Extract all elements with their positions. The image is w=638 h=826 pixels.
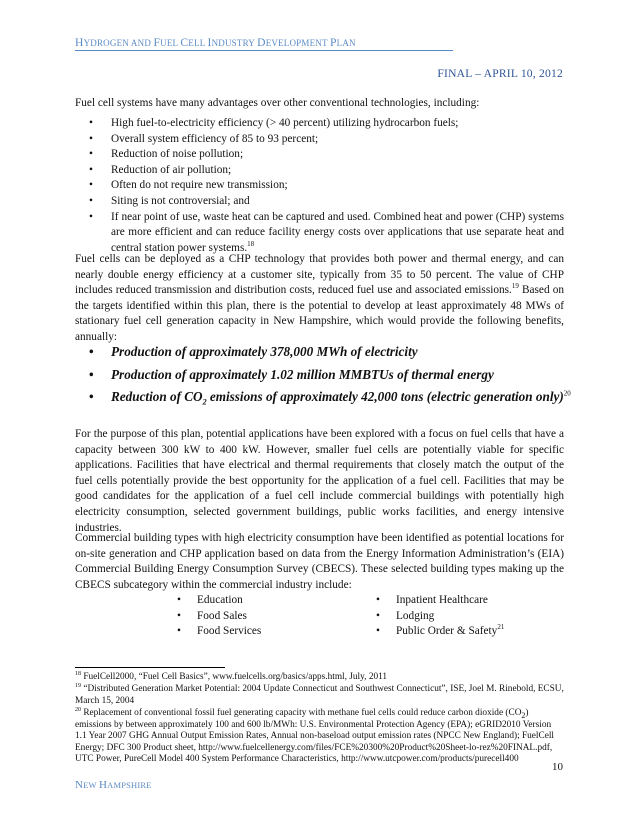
list-item: • Reduction of noise pollution; bbox=[75, 147, 564, 163]
list-item: • Lodging bbox=[376, 609, 504, 625]
list-item: • Reduction of $CO_2$ emissions of approximately 42,000 tons (electric generation only)$^{20}$ bbox=[75, 386, 564, 409]
bullet-icon: • bbox=[177, 625, 181, 638]
bullet-icon: • bbox=[376, 609, 380, 622]
page-number: 10 bbox=[552, 761, 563, 773]
advantages-list bbox=[75, 116, 564, 256]
list-item: • Food Sales bbox=[177, 609, 261, 625]
list-item: • Education bbox=[177, 593, 261, 609]
bullet-icon: • bbox=[376, 625, 380, 638]
chp-paragraph: Fuel cells can be deployed as a CHP technology that provides both power and thermal energy, and can nearly double energy efficiency at a customer site, typically from 35 to 50 percent. The value of CHP includes reduced transmission and distribution costs, reduced fuel use and associated emissions.$^{19}$ Based on the targets identified within this plan, there is the potential to develop at least approximately 48 MWs of stationary fuel cell generation capacity in New Hampshire, which would provide the following benefits, annually: bbox=[75, 253, 564, 343]
list-item: • Siting is not controversial; and bbox=[75, 194, 564, 210]
bullet-icon: • bbox=[376, 594, 380, 606]
list-item: • Production of approximately 378,000 MWh of electricity bbox=[75, 341, 564, 364]
intro-paragraph: Fuel cell systems have many advantages over other conventional technologies, including: bbox=[75, 97, 480, 109]
footnote-divider bbox=[75, 667, 225, 668]
list-item: • If near point of use, waste heat can be captured and used. Combined heat and power (CHP) systems are more efficient and can reduce facility energy costs over applications that use separate heat and central station power systems.$^{18}$ bbox=[89, 210, 564, 254]
bullet-icon: • bbox=[177, 609, 181, 622]
bullet-icon: • bbox=[89, 179, 93, 192]
bullet-icon: • bbox=[89, 366, 94, 382]
footnote-19: $^{19}$ “Distributed Generation Market Potential: 2004 Update Connecticut and Southwest Connecticut”, ISE, Joel M. Rinebold, ECSU, March 15, 2004 bbox=[75, 682, 564, 706]
purpose-paragraph: For the purpose of this plan, potential applications have been explored with a focus on fuel cells that have a capacity between 300 kW to 400 kW. However, smaller fuel cells are potentially viable for specific applications. Facilities that have electrical and thermal requirements that closely match the output of the fuel cells potentially provide the best opportunity for the application of a fuel cell. Facilities that may be good candidates for the application of a fuel cell include commercial buildings with potentially high electricity consumption, selected government buildings, public works facilities, and energy intensive industries. bbox=[75, 428, 564, 534]
building-types-left bbox=[177, 593, 261, 640]
list-item: • Often do not require new transmission; bbox=[75, 178, 564, 194]
bullet-icon: • bbox=[89, 148, 93, 161]
footnote-ref[interactable]: 19 bbox=[511, 282, 519, 291]
bullet-icon: • bbox=[89, 194, 93, 207]
running-footer: NEW HAMPSHIRE bbox=[75, 779, 152, 791]
bullet-icon: • bbox=[89, 210, 93, 223]
list-item: • Reduction of air pollution; bbox=[75, 163, 564, 179]
list-item: • High fuel-to-electricity efficiency (> 40 percent) utilizing hydrocarbon fuels; bbox=[75, 116, 564, 132]
footnote-ref[interactable]: 21 bbox=[497, 623, 505, 632]
footnote-18: $^{18}$ FuelCell2000, “Fuel Cell Basics”, www.fuelcells.org/basics/apps.html, July, 2011 bbox=[75, 670, 388, 682]
bullet-icon: • bbox=[89, 117, 93, 129]
list-item: • Production of approximately 1.02 million MMBTUs of thermal energy bbox=[75, 364, 564, 387]
list-item: • Inpatient Healthcare bbox=[376, 593, 504, 609]
bullet-icon: • bbox=[177, 594, 181, 606]
bullet-icon: • bbox=[89, 389, 94, 404]
bullet-icon: • bbox=[89, 163, 93, 176]
list-item: • Public Order & Safety$^{21}$ bbox=[376, 624, 504, 640]
footnote-ref[interactable]: 20 bbox=[563, 389, 571, 398]
bullet-icon: • bbox=[89, 344, 94, 359]
footnote-20: $^{20}$ Replacement of conventional fossil fuel generating capacity with methane fuel cells could reduce carbon dioxide $(CO_2)$ emissions by between approximately 100 and 600 lb/MWh: U.S. Environmental Protection Agency (EPA); eGRID2010 Version 1.1 Year 2007 GHG Annual Output Emission Rates, Annual non-baseload output emission rates (NPCC New England); FuelCell Energy; DFC 300 Product sheet, http://www.fuelcellenergy.com/files/FCE%20300%20Product%20Sheet-lo-rez%20FINAL.pdf, UTC Power, PureCell Model 400 System Performance Characteristics, http://www.utcpower.com/products/purecell400 bbox=[75, 706, 555, 765]
bullet-icon: • bbox=[89, 132, 93, 145]
building-types-right bbox=[376, 593, 504, 640]
benefits-list bbox=[75, 341, 571, 409]
list-item: • Overall system efficiency of 85 to 93 percent; bbox=[75, 132, 564, 148]
document-date: FINAL – APRIL 10, 2012 bbox=[437, 67, 563, 80]
commercial-paragraph: Commercial building types with high electricity consumption have been identified as potential locations for on-site generation and CHP application based on data from the Energy Information Administration’s (EIA) Commercial Building Energy Consumption Survey (CBECS). These selected building types making up the CBECS subcategory within the commercial industry include: bbox=[75, 532, 564, 591]
list-item: • Food Services bbox=[177, 624, 261, 640]
running-header-title: HYDROGEN AND FUEL CELL INDUSTRY DEVELOPMENT PLAN bbox=[75, 36, 453, 51]
footnote-ref[interactable]: 18 bbox=[247, 239, 255, 248]
